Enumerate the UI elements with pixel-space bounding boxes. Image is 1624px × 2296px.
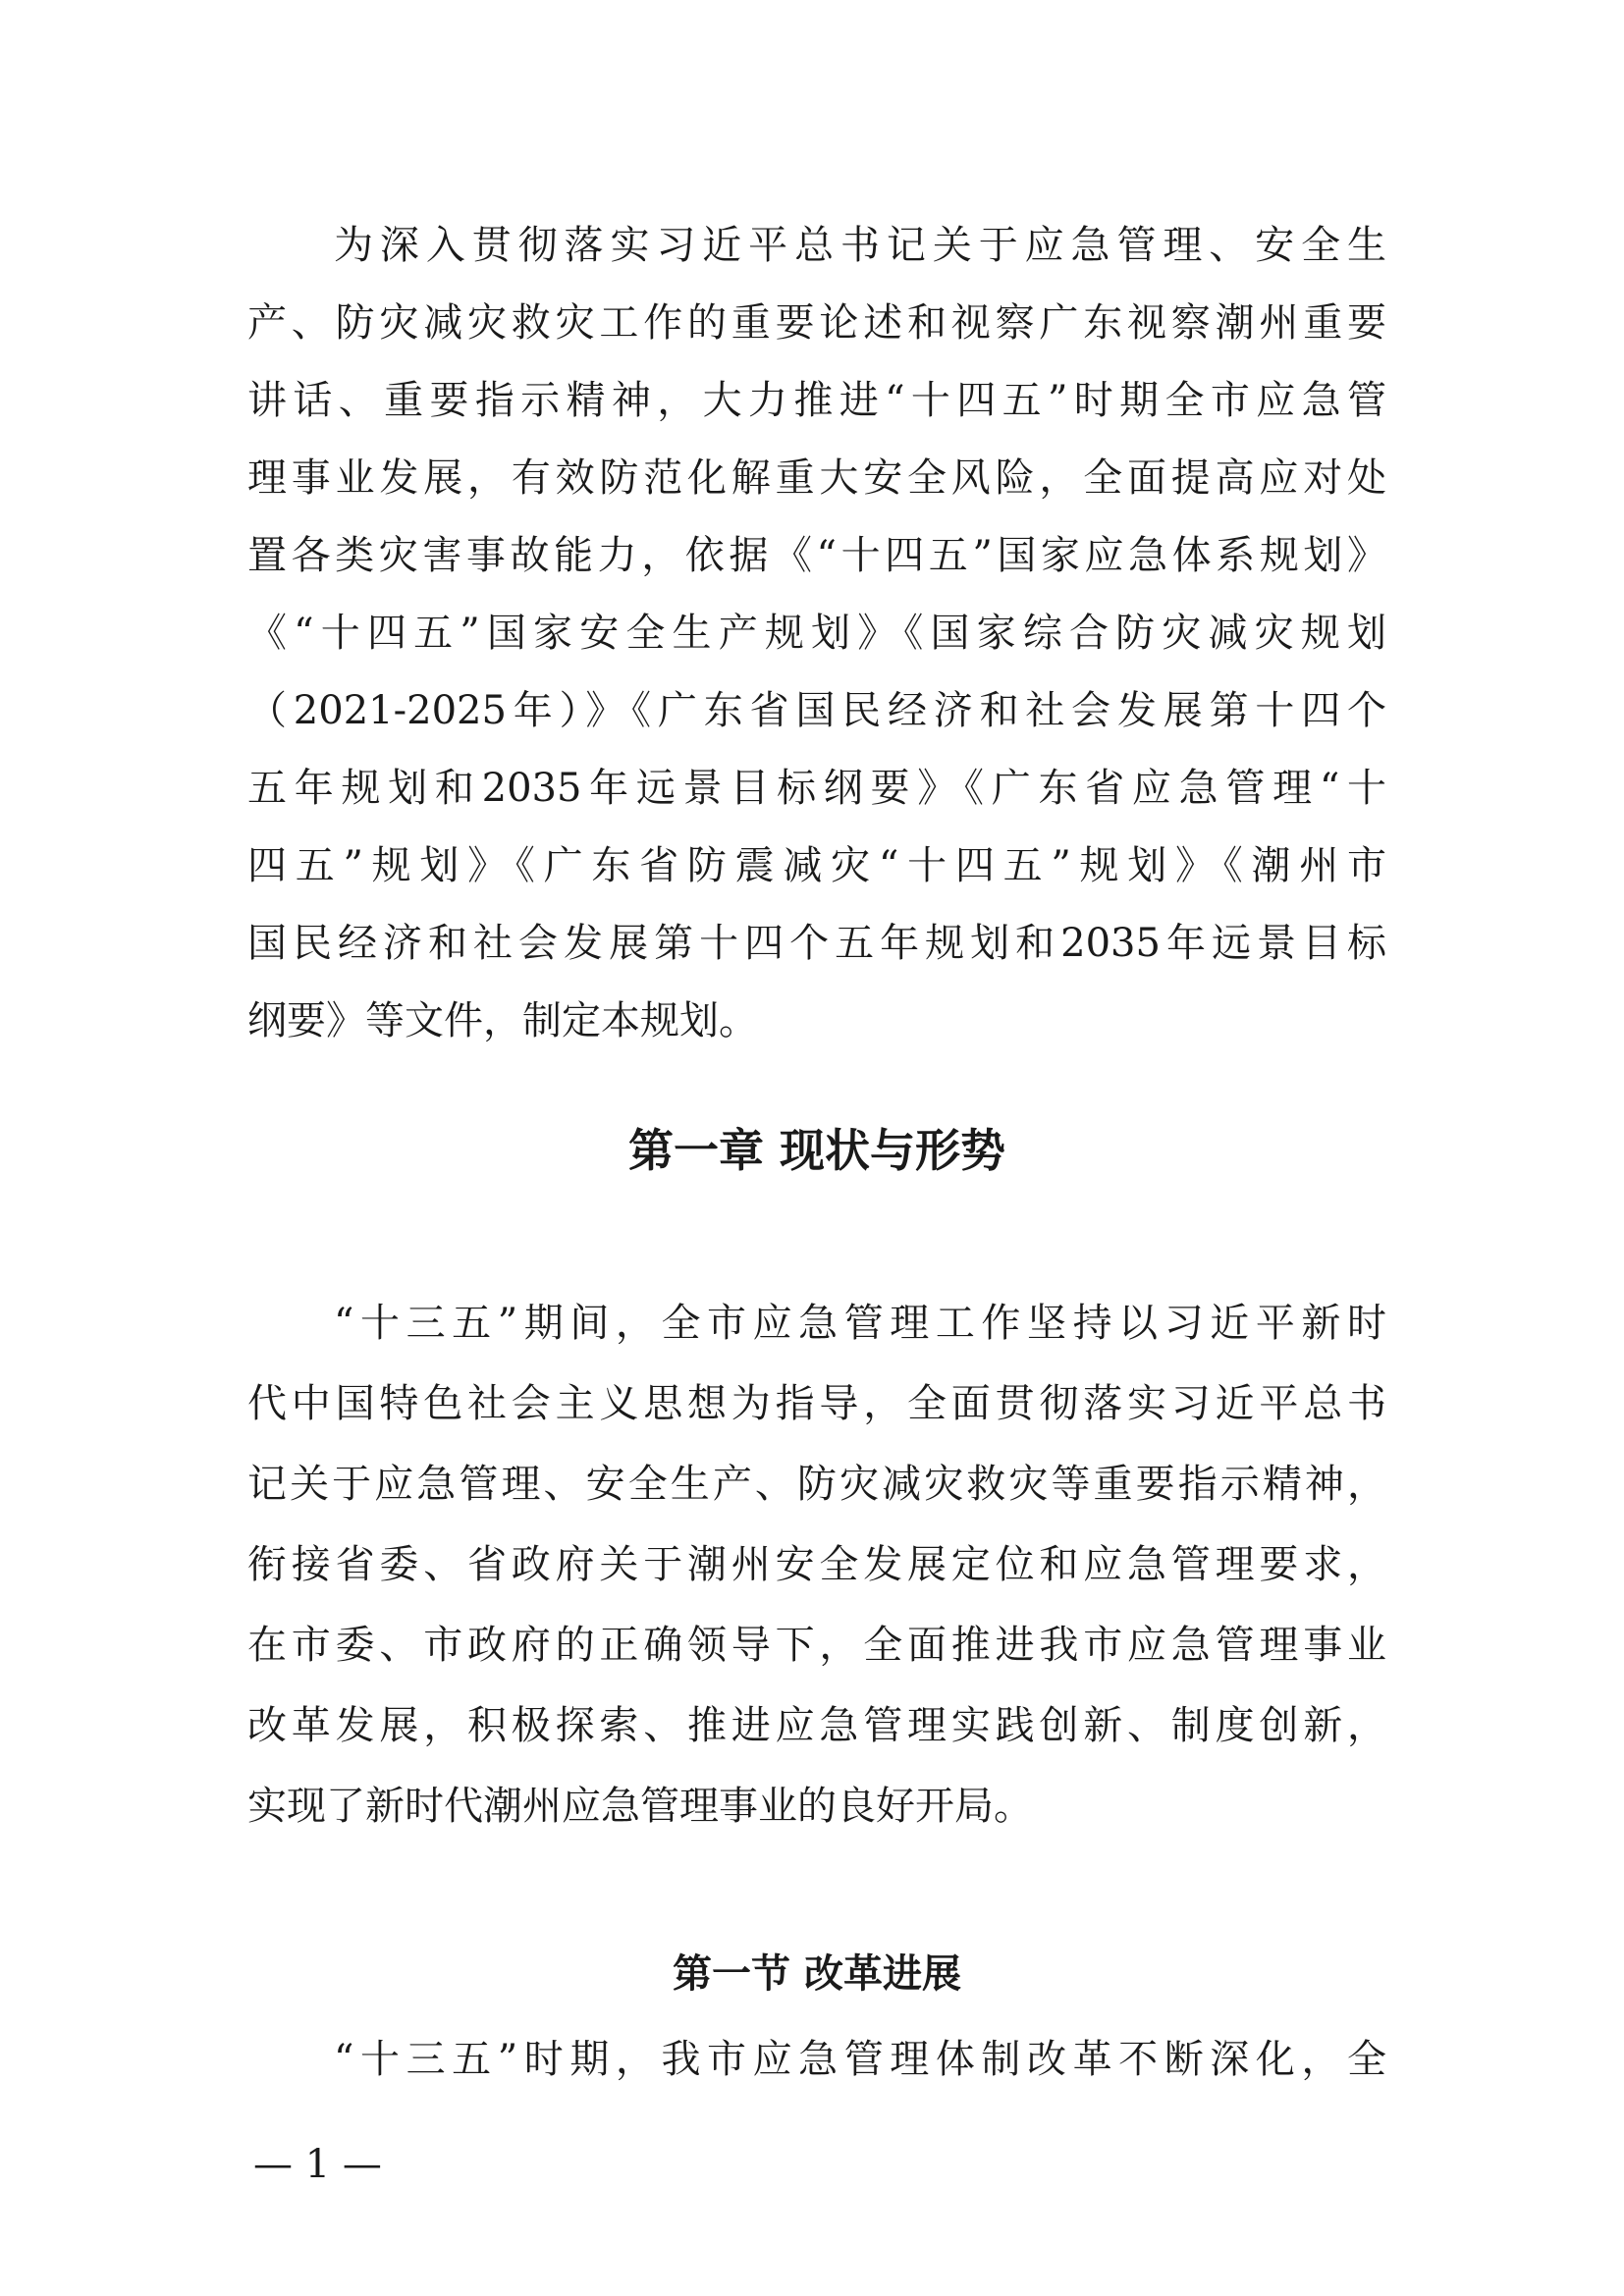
- paragraph-line: “十三五”期间，全市应急管理工作坚持以习近平新时: [334, 1301, 1386, 1346]
- paragraph-line: 四五”规划》《广东省防震减灾“十四五”规划》《潮州市: [247, 843, 1386, 888]
- paragraph-line: “十三五”时期，我市应急管理体制改革不断深化，全: [334, 2037, 1386, 2082]
- paragraph-line: （2021-2025年）》《广东省国民经济和社会发展第十四个: [247, 688, 1386, 733]
- chapter-heading: 第一章 现状与形势: [627, 1124, 1005, 1177]
- paragraph-line: 记关于应急管理、安全生产、防灾减灾救灾等重要指示精神，: [247, 1462, 1386, 1507]
- paragraph-line: 实现了新时代潮州应急管理事业的良好开局。: [247, 1784, 1033, 1829]
- section-heading: 第一节 改革进展: [673, 1951, 961, 1997]
- paragraph-line: 国民经济和社会发展第十四个五年规划和2035年远景目标: [247, 921, 1386, 966]
- paragraph-line: 为深入贯彻落实习近平总书记关于应急管理、安全生: [334, 223, 1386, 268]
- paragraph-line: 理事业发展，有效防范化解重大安全风险，全面提高应对处: [247, 455, 1386, 501]
- paragraph-line: 改革发展，积极探索、推进应急管理实践创新、制度创新，: [247, 1703, 1386, 1748]
- paragraph-line: 产、防灾减灾救灾工作的重要论述和视察广东视察潮州重要: [247, 300, 1386, 346]
- paragraph-line: 五年规划和2035年远景目标纲要》《广东省应急管理“十: [247, 766, 1386, 811]
- paragraph-line: 《“十四五”国家安全生产规划》《国家综合防灾减灾规划: [247, 611, 1386, 656]
- page-number: — 1 —: [253, 2142, 382, 2187]
- paragraph-line: 衔接省委、省政府关于潮州安全发展定位和应急管理要求，: [247, 1542, 1386, 1587]
- paragraph-line: 代中国特色社会主义思想为指导，全面贯彻落实习近平总书: [247, 1381, 1386, 1426]
- paragraph-line: 置各类灾害事故能力，依据《“十四五”国家应急体系规划》: [247, 533, 1386, 578]
- paragraph-line: 讲话、重要指示精神，大力推进“十四五”时期全市应急管: [247, 378, 1386, 423]
- paragraph-line: 纲要》等文件，制定本规划。: [247, 998, 758, 1043]
- paragraph-line: 在市委、市政府的正确领导下，全面推进我市应急管理事业: [247, 1623, 1386, 1668]
